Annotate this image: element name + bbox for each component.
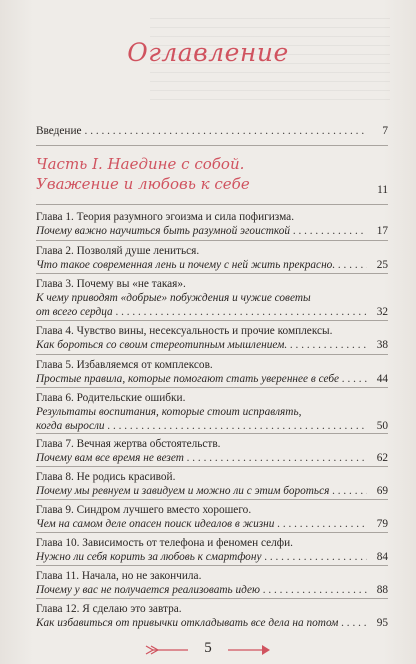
chapter-title: Глава 6. Родительские ошибки. xyxy=(36,392,186,404)
chapter-page: 95 xyxy=(376,617,388,629)
page-number: 5 xyxy=(204,640,212,656)
toc-chapter-1[interactable] xyxy=(36,210,388,238)
chapter-page: 38 xyxy=(376,339,388,351)
toc-chapter-2[interactable] xyxy=(36,244,388,272)
chapter-page: 88 xyxy=(376,584,388,596)
chapter-subtitle: Результаты воспитания, которые стоит исправлять, xyxy=(36,406,302,418)
chapter-title: Глава 9. Синдром лучшего вместо хорошего. xyxy=(36,504,252,516)
divider xyxy=(36,598,388,599)
divider xyxy=(36,466,388,467)
chapter-page: 32 xyxy=(376,306,388,318)
chapter-subtitle: Почему у вас не получается реализовать идею xyxy=(36,584,260,596)
chapter-page: 84 xyxy=(376,551,388,563)
page-footer xyxy=(0,640,416,660)
chapter-subtitle: Как избавиться от привычки откладывать все дела на потом xyxy=(36,617,339,629)
right-arrow-ornament-icon xyxy=(226,643,272,657)
part-title-line-2: Уважение и любовь к себе xyxy=(36,175,250,193)
divider xyxy=(36,565,388,566)
toc-chapter-4[interactable] xyxy=(36,324,388,352)
toc-chapter-9[interactable] xyxy=(36,503,388,531)
chapter-page: 69 xyxy=(376,485,388,497)
toc-chapter-3[interactable] xyxy=(36,277,388,319)
toc-chapter-12[interactable] xyxy=(36,602,388,630)
chapter-subtitle: Почему вам все время не везет xyxy=(36,452,184,464)
toc-chapter-7[interactable] xyxy=(36,437,388,465)
part-title-line-1: Часть I. Наедине с собой. xyxy=(36,155,245,173)
toc-intro[interactable] xyxy=(36,124,388,138)
chapter-title: Глава 12. Я сделаю это завтра. xyxy=(36,603,182,615)
toc-chapter-5[interactable] xyxy=(36,358,388,386)
leader-dots xyxy=(341,616,367,630)
chapter-title: Глава 4. Чувство вины, несексуальность и прочие комплексы. xyxy=(36,325,333,337)
chapter-subtitle: Как бороться со своим стереотипным мышлением. xyxy=(36,339,288,351)
chapter-subtitle: Почему мы ревнуем и завидуем и можно ли с этим бороться xyxy=(36,485,330,497)
chapter-subtitle: когда выросли xyxy=(36,420,105,432)
toc-chapter-10[interactable] xyxy=(36,536,388,564)
chapter-title: Глава 10. Зависимость от телефона и феномен селфи. xyxy=(36,537,293,549)
chapter-page: 79 xyxy=(376,518,388,530)
chapter-title: Глава 8. Не родись красивой. xyxy=(36,471,176,483)
divider xyxy=(36,433,388,434)
chapter-title: Глава 5. Избавляемся от комплексов. xyxy=(36,359,213,371)
chapter-subtitle: Чем на самом деле опасен поиск идеалов в жизни xyxy=(36,518,275,530)
chapter-subtitle: Нужно ли себя корить за любовь к смартфону xyxy=(36,551,262,563)
page-title: Оглавление xyxy=(127,38,289,67)
divider xyxy=(36,532,388,533)
chapter-page: 44 xyxy=(376,373,388,385)
chapter-page: 25 xyxy=(376,259,388,271)
leader-dots xyxy=(85,124,367,138)
toc-intro-label: Введение xyxy=(36,125,82,137)
chapter-page: 50 xyxy=(376,420,388,432)
toc-chapter-11[interactable] xyxy=(36,569,388,597)
chapter-page: 62 xyxy=(376,452,388,464)
divider xyxy=(36,273,388,274)
divider xyxy=(36,320,388,321)
chapter-subtitle: Простые правила, которые помогают стать увереннее в себе xyxy=(36,373,340,385)
chapter-title: Глава 3. Почему вы «не такая». xyxy=(36,278,186,290)
divider xyxy=(36,204,388,205)
divider xyxy=(36,145,388,146)
chapter-subtitle: К чему приводят «добрые» побуждения и чужие советы xyxy=(36,292,311,304)
toc-part-1-page: 11 xyxy=(377,184,388,196)
chapter-subtitle: Почему важно научиться быть разумной эгоисткой xyxy=(36,225,291,237)
chapter-title: Глава 11. Начала, но не закончила. xyxy=(36,570,202,582)
chapter-subtitle: Что такое современная лень и почему с ней жить прекрасно. xyxy=(36,259,336,271)
divider xyxy=(36,387,388,388)
chapter-title: Глава 7. Вечная жертва обстоятельств. xyxy=(36,438,221,450)
divider xyxy=(36,354,388,355)
toc-chapter-8[interactable] xyxy=(36,470,388,498)
chapter-page: 17 xyxy=(376,225,388,237)
toc-intro-page: 7 xyxy=(382,125,388,137)
divider xyxy=(36,499,388,500)
toc-part-1[interactable] xyxy=(36,154,388,194)
chapter-subtitle: от всего сердца xyxy=(36,306,113,318)
chapter-title: Глава 2. Позволяй душе лениться. xyxy=(36,245,200,257)
chapter-title: Глава 1. Теория разумного эгоизма и сила пофигизма. xyxy=(36,211,295,223)
toc-chapter-6[interactable] xyxy=(36,391,388,433)
divider xyxy=(36,240,388,241)
